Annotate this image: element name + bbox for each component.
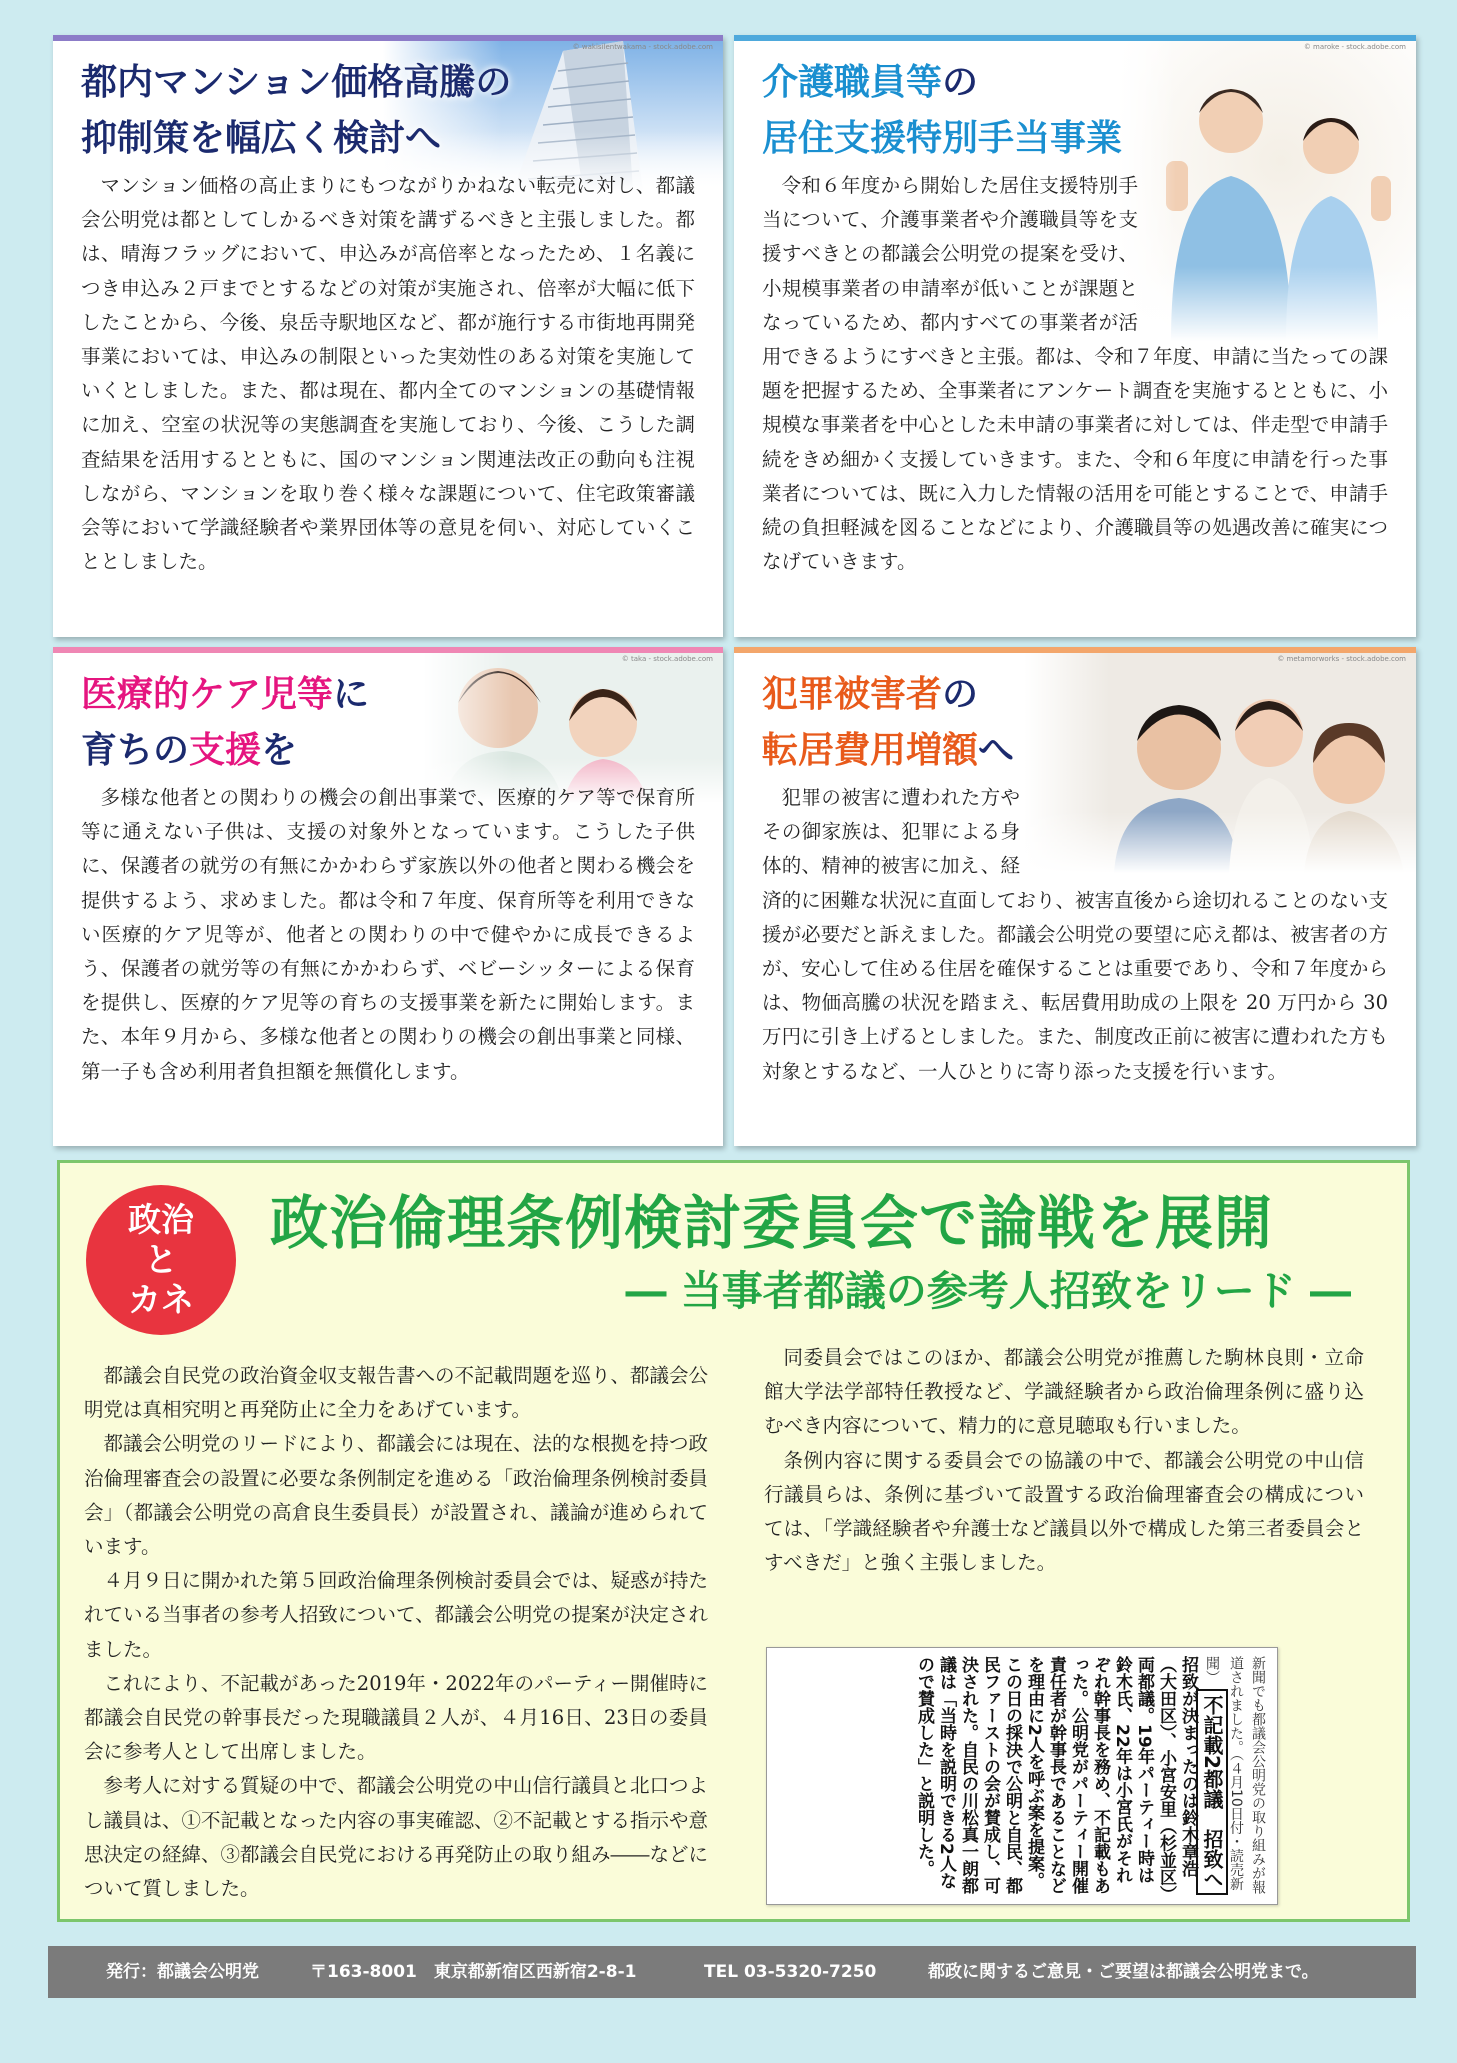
ethics-subtitle: ― 当事者都議の参考人招致をリード ― <box>625 1267 1351 1315</box>
heading-highlight: 転居費用増額 <box>762 730 979 771</box>
clipping-text <box>775 1656 1269 1896</box>
section-body-content: 令和６年度から開始した居住支援特別手当について、介護事業者や介護職員等を支援すべきとの都議会公明党の提案を受け、小規模事業者の申請率が低いことが課題となっているため、都内すべての事業者が活用できるようにすべきと主張。都は、令和７年度、申請に当たっての課題を把握するため、全事業者にアンケート調査を実施するとともに、小規模な事業者を中心とした未申請の事業者に対しては、伴走型で申請手続をきめ細かく支援していきます。また、令和６年度に申請を行った事業者については、既に入力した情報の活用を可能とすることで、申請手続の負担軽減を図ることなどにより、介護職員等の処遇改善に確実につなげていきます。 <box>762 174 1388 574</box>
section-care-card <box>734 35 1416 637</box>
ethics-committee-section <box>57 1160 1410 1922</box>
section-heading-line2 <box>762 723 1014 779</box>
section-heading-line1 <box>762 667 978 723</box>
ethics-right-column <box>764 1341 1364 1580</box>
heading-particle: に <box>333 674 370 715</box>
section-heading-line2: 抑制策を幅広く検討へ <box>81 118 442 159</box>
section-body-content: 犯罪の被害に遭われた方やその御家族は、犯罪による身体的、精神的被害に加え、経済的に困難な状況に直面しており、被害直後から途切れることのない支援が必要だと訴えました。都議会公明党の要望に応え都は、被害者の方が、安心して住める住居を確保することは重要であり、令和７年度からは、物価高騰の状況を踏まえ、転居費用助成の上限を 20 万円から 30 万円に引き上げるとしました。また、制度改正前に被害に遭われた方も対象とするなど、一人ひとりに寄り添った支援を行います。 <box>762 786 1388 1083</box>
heading-particle: を <box>261 730 298 771</box>
section-heading-line2 <box>81 723 297 779</box>
section-heading-line1: 都内マンション価格高騰の <box>81 62 512 103</box>
footer-address: 〒163-8001 東京都新宿区西新宿2-8-1 <box>310 1962 637 1982</box>
clipping-headline: 不記載2都議 招致へ <box>1196 1689 1228 1895</box>
section-body-text <box>762 781 1388 1089</box>
heading-text: 育ちの <box>81 730 190 771</box>
section-body-text: マンション価格の高止まりにもつながりかねない転売に対し、都議会公明党は都としてしかるべき対策を講ずるべきと主張しました。都は、晴海フラッグにおいて、申込みが高倍率となったため、１名義につき申込み２戸までとするなどの対策が実施され、倍率が大幅に低下したことから、今後、泉岳寺駅地区など、都が施行する市街地再開発事業においては、申込みの制限といった実効性のある対策を実施していくとしました。また、都は現在、都内全てのマンションの基礎情報に加え、空室の状況等の実態調査を実施しており、今後、こうした調査結果を活用するとともに、国のマンション関連法改正の動向も注視しながら、マンションを取り巻く様々な課題について、住宅政策審議会等において学識経験者や業界団体等の意見を伺い、対応していくこととしました。 <box>81 174 695 574</box>
heading-highlight: 支援 <box>189 730 262 771</box>
clipping-body: 招致が決まったのは鈴木章浩（大田区）、小宮安里（杉並区）両都議。19年パーティー時は鈴木氏、22年は小宮氏がそれぞれ幹事長を務め、不記載もあった。公明党がパーティー開催責任者が幹事長であることなどを理由に2人を呼ぶ案を提案。この日の採決で公明と自民、都民ファーストの会が賛成し、可決された。自民の川松真一朗都議は「当時を説明できる2人なので賛成した」と説明した。 <box>914 1656 1198 1894</box>
section-heading-line1 <box>762 55 978 111</box>
section-mansion-card <box>53 35 723 637</box>
footer-tel: TEL 03-5320-7250 <box>704 1962 877 1982</box>
badge-line: カネ <box>128 1280 194 1319</box>
heading-particle: へ <box>978 730 1015 771</box>
paragraph: 都議会自民党の政治資金収支報告書への不記載問題を巡り、都議会公明党は真相究明と再発防止に全力をあげています。 <box>84 1364 709 1422</box>
paragraph: 参考人に対する質疑の中で、都議会公明党の中山信行議員と北口つよし議員は、①不記載となった内容の事実確認、②不記載とする指示や意思決定の経緯、③都議会自民党における再発防止の取り組み――などについて質しました。 <box>84 1774 709 1901</box>
section-heading-line1 <box>81 667 369 723</box>
paragraph: これにより、不記載があった2019年・2022年のパーティー開催時に都議会自民党の幹事長だった現職議員２人が、４月16日、23日の委員会に参考人として出席しました。 <box>84 1671 708 1764</box>
photo-credit: © taka - stock.adobe.com <box>621 655 713 663</box>
ethics-left-column <box>84 1359 708 1906</box>
badge-line: 政治 <box>128 1200 194 1239</box>
footer-bar <box>48 1946 1416 1998</box>
ethics-title: 政治倫理条例検討委員会で論戦を展開 <box>270 1189 1274 1257</box>
topic-badge <box>86 1185 236 1335</box>
paragraph: ４月９日に開かれた第５回政治倫理条例検討委員会では、疑惑が持たれている当事者の参考人招致について、都議会公明党の提案が決定されました。 <box>84 1569 709 1661</box>
footer-note: 都政に関するご意見・ご要望は都議会公明党まで。 <box>928 1962 1319 1982</box>
clipping-note-line: 新聞でも都議会公明党の取り組みが報道されました。 <box>1228 1656 1266 1894</box>
section-heading-line2: 居住支援特別手当事業 <box>762 118 1123 159</box>
section-crime-card <box>734 647 1416 1146</box>
heading-particle: の <box>942 62 979 103</box>
paragraph: 都議会公明党のリードにより、都議会には現在、法的な根拠を持つ政治倫理審査会の設置に必要な条例制定を進める「政治倫理条例検討委員会」（都議会公明党の高倉良生委員長）が設置され、議論が進められています。 <box>84 1432 709 1559</box>
heading-highlight: 介護職員等 <box>762 62 943 103</box>
section-medical-card <box>53 647 723 1146</box>
badge-line: と <box>144 1240 178 1279</box>
footer-publisher: 発行：都議会公明党 <box>106 1962 259 1982</box>
section-body-text <box>762 169 1388 579</box>
photo-credit: © wakisilentwakama - stock.adobe.com <box>572 43 713 51</box>
heading-particle: の <box>942 674 979 715</box>
photo-credit: © metamorworks - stock.adobe.com <box>1277 655 1406 663</box>
section-body-text: 多様な他者との関わりの機会の創出事業で、医療的ケア等で保育所等に通えない子供は、支援の対象外となっています。こうした子供に、保護者の就労の有無にかかわらず家族以外の他者と関わる機会を提供するよう、求めました。都は令和７年度、保育所等を利用できない医療的ケア児等が、他者との関わりの中で健やかに成長できるよう、保護者の就労等の有無にかかわらず、ベビーシッターによる保育を提供し、医療的ケア児等の育ちの支援事業を新たに開始します。また、本年９月から、多様な他者との関わりの機会の創出事業と同様、第一子も含め利用者負担額を無償化します。 <box>81 786 695 1083</box>
heading-highlight: 犯罪被害者 <box>762 674 943 715</box>
paragraph: 条例内容に関する委員会での協議の中で、都議会公明党の中山信行議員らは、条例に基づいて設置する政治倫理審査会の構成については、「学識経験者や弁護士など議員以外で構成した第三者委員会とすべきだ」と強く主張しました。 <box>764 1448 1364 1575</box>
heading-highlight: 医療的ケア児等 <box>81 674 334 715</box>
clipping-note-source: （４月10日付・読売新聞） <box>1204 1656 1244 1891</box>
photo-credit: © maroke - stock.adobe.com <box>1303 43 1406 51</box>
newspaper-clipping <box>766 1647 1278 1905</box>
paragraph: 同委員会ではこのほか、都議会公明党が推薦した駒林良則・立命館大学法学部特任教授など、学識経験者から政治倫理条例に盛り込むべき内容について、精力的に意見聴取も行いました。 <box>764 1346 1364 1438</box>
